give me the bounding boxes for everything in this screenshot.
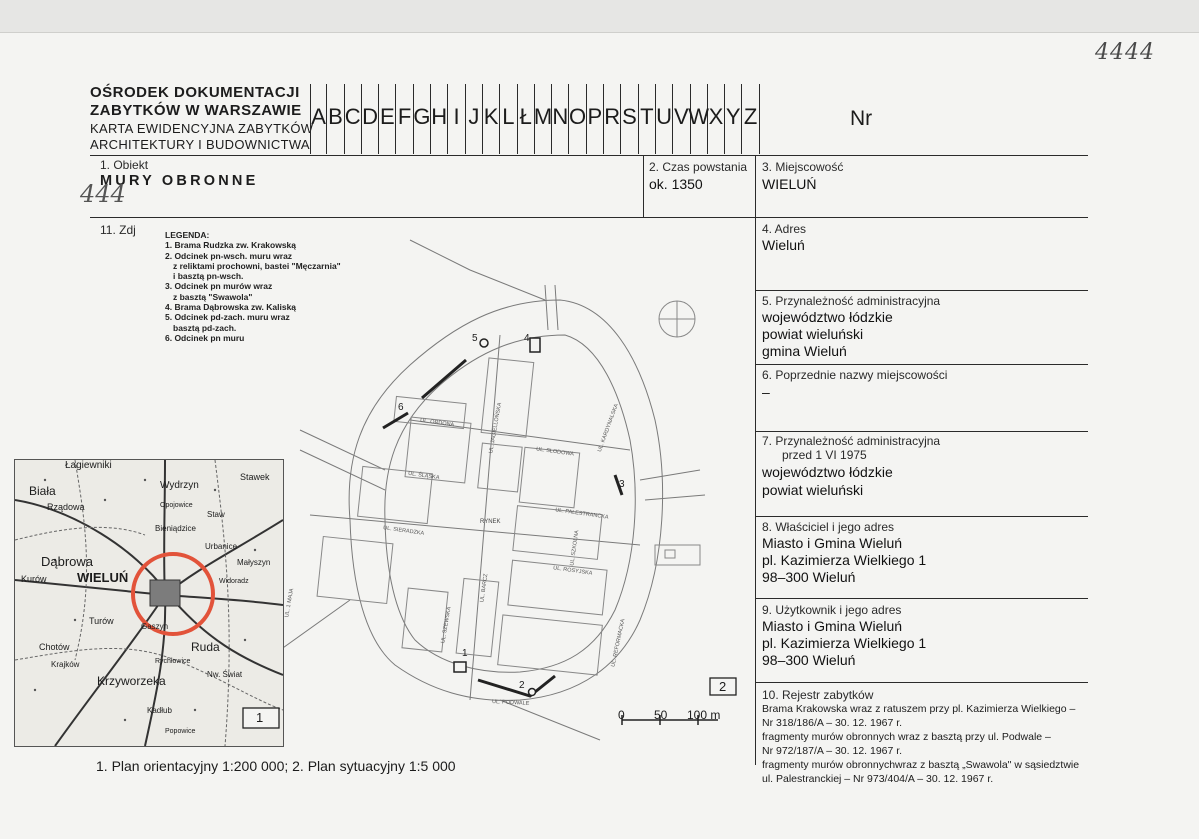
czas-label: 2. Czas powstania — [649, 160, 748, 174]
inset-place: Turów — [89, 616, 114, 626]
inset-place: Urbanice — [205, 542, 238, 551]
rule-poprzednie — [755, 431, 1088, 432]
plans-caption: 1. Plan orientacyjny 1:200 000; 2. Plan sytuacyjny 1:5 000 — [96, 758, 456, 774]
plan-marker-3: 3 — [619, 479, 625, 490]
wlasciciel-line3: 98–300 Wieluń — [762, 569, 856, 585]
inset-place: Biała — [29, 484, 56, 498]
legend-item: z basztą "Swawola" — [173, 291, 253, 302]
street-label: UL. SŁODOWA — [535, 446, 575, 458]
index-letter: D — [362, 84, 379, 154]
institution-line4: ARCHITEKTURY I BUDOWNICTWA — [90, 137, 310, 152]
przynaleznosc1975-line1: województwo łódzkie — [762, 464, 893, 480]
czas-value: ok. 1350 — [649, 176, 703, 192]
rejestr-label: 10. Rejestr zabytków — [762, 688, 874, 702]
przynaleznosc1975-line2: powiat wieluński — [762, 482, 864, 498]
adres-value: Wieluń — [762, 237, 805, 253]
street-label: UL. BARCZ — [479, 573, 490, 603]
index-letter: S — [621, 84, 638, 154]
street-label: UL. KARDYNALSKA — [596, 403, 620, 453]
institution-line2: ZABYTKÓW W WARSZAWIE — [90, 102, 302, 119]
street-label: UL. ROSYJSKA — [552, 565, 593, 577]
rule-row1 — [90, 217, 1088, 218]
rule-header — [90, 155, 1088, 156]
institution-line1: OŚRODEK DOKUMENTACJI — [90, 84, 300, 101]
index-letter: E — [379, 84, 396, 154]
index-letter: U — [656, 84, 673, 154]
inset-place: Gaszyn — [141, 622, 169, 631]
inset-place: Rządowa — [47, 502, 85, 512]
legend-item: basztą pd-zach. — [173, 322, 237, 333]
obiekt-handwritten-note: 444 — [80, 180, 126, 208]
inset-place: Widoradz — [219, 578, 249, 585]
index-letter: H — [431, 84, 448, 154]
wlasciciel-label: 8. Właściciel i jego adres — [762, 520, 895, 534]
divider-right-column — [755, 155, 756, 765]
rejestr-line: fragmenty murów obronnychwraz z basztą „Swawola" w sąsiedztwie — [762, 759, 1080, 771]
uzytkownik-line3: 98–300 Wieluń — [762, 652, 856, 668]
site-plan — [270, 225, 750, 745]
inset-place: Staw — [207, 510, 225, 519]
scale-label-0: 0 — [618, 708, 625, 722]
legend-item: 2. Odcinek pn-wsch. muru wraz — [165, 250, 293, 261]
index-letter: Y — [725, 84, 742, 154]
inset-place: Krajków — [51, 660, 80, 669]
przynaleznosc-label: 5. Przynależność administracyjna — [762, 294, 941, 308]
inset-map — [14, 459, 284, 747]
wlasciciel-line2: pl. Kazimierza Wielkiego 1 — [762, 552, 927, 568]
index-letter: R — [604, 84, 621, 154]
index-letter: M — [535, 84, 552, 154]
legend-item: 4. Brama Dąbrowska zw. Kaliską — [165, 302, 297, 313]
uzytkownik-label: 9. Użytkownik i jego adres — [762, 603, 902, 617]
street-label: UL. JAGIELLOŃSKA — [488, 402, 504, 454]
rule-1975 — [755, 516, 1088, 517]
index-letter: Z — [742, 84, 759, 154]
index-letter: J — [466, 84, 483, 154]
legend-item: z reliktami prochowni, bastei "Męczarnia" — [173, 260, 341, 271]
index-letter: B — [327, 84, 344, 154]
index-letter: G — [414, 84, 431, 154]
inset-place: Stawek — [240, 472, 270, 482]
nr-label: Nr — [850, 107, 873, 130]
przynaleznosc-line3: gmina Wieluń — [762, 343, 847, 359]
inset-place: Opojowice — [160, 502, 193, 509]
plan-marker-5: 5 — [472, 333, 478, 344]
inset-map-number: 1 — [256, 710, 264, 725]
rejestr-entries — [762, 702, 1079, 786]
street-label: UL. SIERADZKA — [382, 525, 425, 537]
inset-place: Kurów — [21, 574, 47, 584]
rejestr-line: fragmenty murów obronnych wraz z basztą przy ul. Podwale – — [762, 731, 1051, 743]
plan-marker-2: 2 — [519, 680, 525, 691]
index-letter: T — [639, 84, 656, 154]
street-label: UL. SZKOLNA — [569, 529, 581, 567]
index-letter: A — [310, 84, 327, 154]
street-label: UL. SZEWSKA — [440, 606, 453, 644]
institution-line3: KARTA EWIDENCYJNA ZABYTKÓW — [90, 121, 314, 136]
inset-place: Krzyworzeka — [97, 674, 166, 688]
przynaleznosc-line1: województwo łódzkie — [762, 309, 893, 325]
inset-place: Kadłub — [147, 706, 172, 715]
rejestr-line: ul. Palestranckiej – Nr 973/404/A – 30. 12. 1967 r. — [762, 773, 994, 785]
index-letter: I — [448, 84, 465, 154]
rule-uzytkownik — [755, 682, 1088, 683]
index-letter: V — [673, 84, 690, 154]
miejscowosc-label: 3. Miejscowość — [762, 160, 844, 174]
plan-marker-4: 4 — [524, 333, 530, 344]
obiekt-value: MURY OBRONNE — [100, 173, 259, 189]
street-label: UL. ORDONA — [419, 417, 455, 429]
alphabet-index — [310, 84, 760, 154]
przynaleznosc-line2: powiat wieluński — [762, 326, 864, 342]
legend-item: 6. Odcinek pn muru — [165, 332, 245, 343]
legend-item: 3. Odcinek pn murów wraz — [165, 281, 273, 292]
rule-przynaleznosc — [755, 364, 1088, 365]
index-letter: W — [691, 84, 708, 154]
przynaleznosc1975-sublabel: przed 1 VI 1975 — [782, 448, 867, 462]
inset-place: Łagiewniki — [65, 460, 112, 471]
poprzednie-label: 6. Poprzednie nazwy miejscowości — [762, 368, 948, 382]
inset-place: Dąbrowa — [41, 554, 94, 569]
legend-item: 5. Odcinek pd-zach. muru wraz — [165, 312, 290, 323]
obiekt-label: 1. Obiekt — [100, 158, 149, 172]
inset-place: Nw. Świat — [207, 670, 243, 679]
inset-place: Bieniądzice — [155, 524, 196, 533]
index-letter: O — [569, 84, 586, 154]
plan-number: 2 — [719, 679, 727, 694]
adres-label: 4. Adres — [762, 222, 807, 236]
scale-label-100: 100 m — [687, 708, 721, 722]
handwritten-record-number: 4444 — [1095, 40, 1155, 65]
legend-title: LEGENDA: — [165, 230, 210, 240]
plan-marker-1: 1 — [462, 648, 468, 659]
scale-label-50: 50 — [654, 708, 668, 722]
poprzednie-value: – — [762, 384, 770, 400]
legend-item: i basztą pn-wsch. — [173, 271, 244, 282]
index-letter: F — [396, 84, 413, 154]
index-letter: Ł — [518, 84, 535, 154]
index-letter: X — [708, 84, 725, 154]
index-letter: L — [500, 84, 517, 154]
miejscowosc-value: WIELUŃ — [762, 176, 817, 192]
inset-place: Popowice — [165, 728, 196, 735]
scan-edge — [0, 0, 1199, 33]
street-label: UL. ŚLĄSKA — [407, 470, 440, 482]
inset-place: WIELUŃ — [77, 570, 129, 585]
market-label: RYNEK — [480, 519, 501, 525]
legend-item: 1. Brama Rudzka zw. Krakowską — [165, 240, 297, 251]
inset-place: Chotów — [39, 642, 70, 652]
index-letter: N — [552, 84, 569, 154]
legend — [165, 230, 341, 343]
street-label: UL. PODWALE — [491, 699, 530, 707]
inset-place: Wydrzyn — [160, 480, 199, 491]
inset-place: Małyszyn — [237, 558, 271, 567]
rejestr-line: Brama Krakowska wraz z ratuszem przy pl. Kazimierza Wielkiego – — [762, 703, 1076, 715]
przynaleznosc1975-label: 7. Przynależność administracyjna — [762, 434, 941, 448]
rule-wlasciciel — [755, 598, 1088, 599]
rejestr-line: Nr 318/186/A – 30. 12. 1967 r. — [762, 717, 903, 729]
street-label: UL. PALESTRANCKA — [554, 507, 609, 521]
plan-marker-6: 6 — [398, 402, 404, 413]
index-letter: K — [483, 84, 500, 154]
wlasciciel-line1: Miasto i Gmina Wieluń — [762, 535, 903, 551]
uzytkownik-line2: pl. Kazimierza Wielkiego 1 — [762, 635, 927, 651]
inset-place: Rychłowice — [155, 658, 191, 665]
index-letter: C — [345, 84, 362, 154]
divider-czas — [643, 155, 644, 217]
index-letter: P — [587, 84, 604, 154]
zdjecia-label: 11. Zdj — [100, 223, 136, 237]
street-label: UL. 1 MAJA — [284, 588, 296, 618]
rule-adres — [755, 290, 1088, 291]
rejestr-line: Nr 972/187/A – 30. 12. 1967 r. — [762, 745, 903, 757]
uzytkownik-line1: Miasto i Gmina Wieluń — [762, 618, 903, 634]
inset-place: Ruda — [191, 640, 220, 654]
street-label: UL. REFORMACKA — [610, 618, 627, 668]
